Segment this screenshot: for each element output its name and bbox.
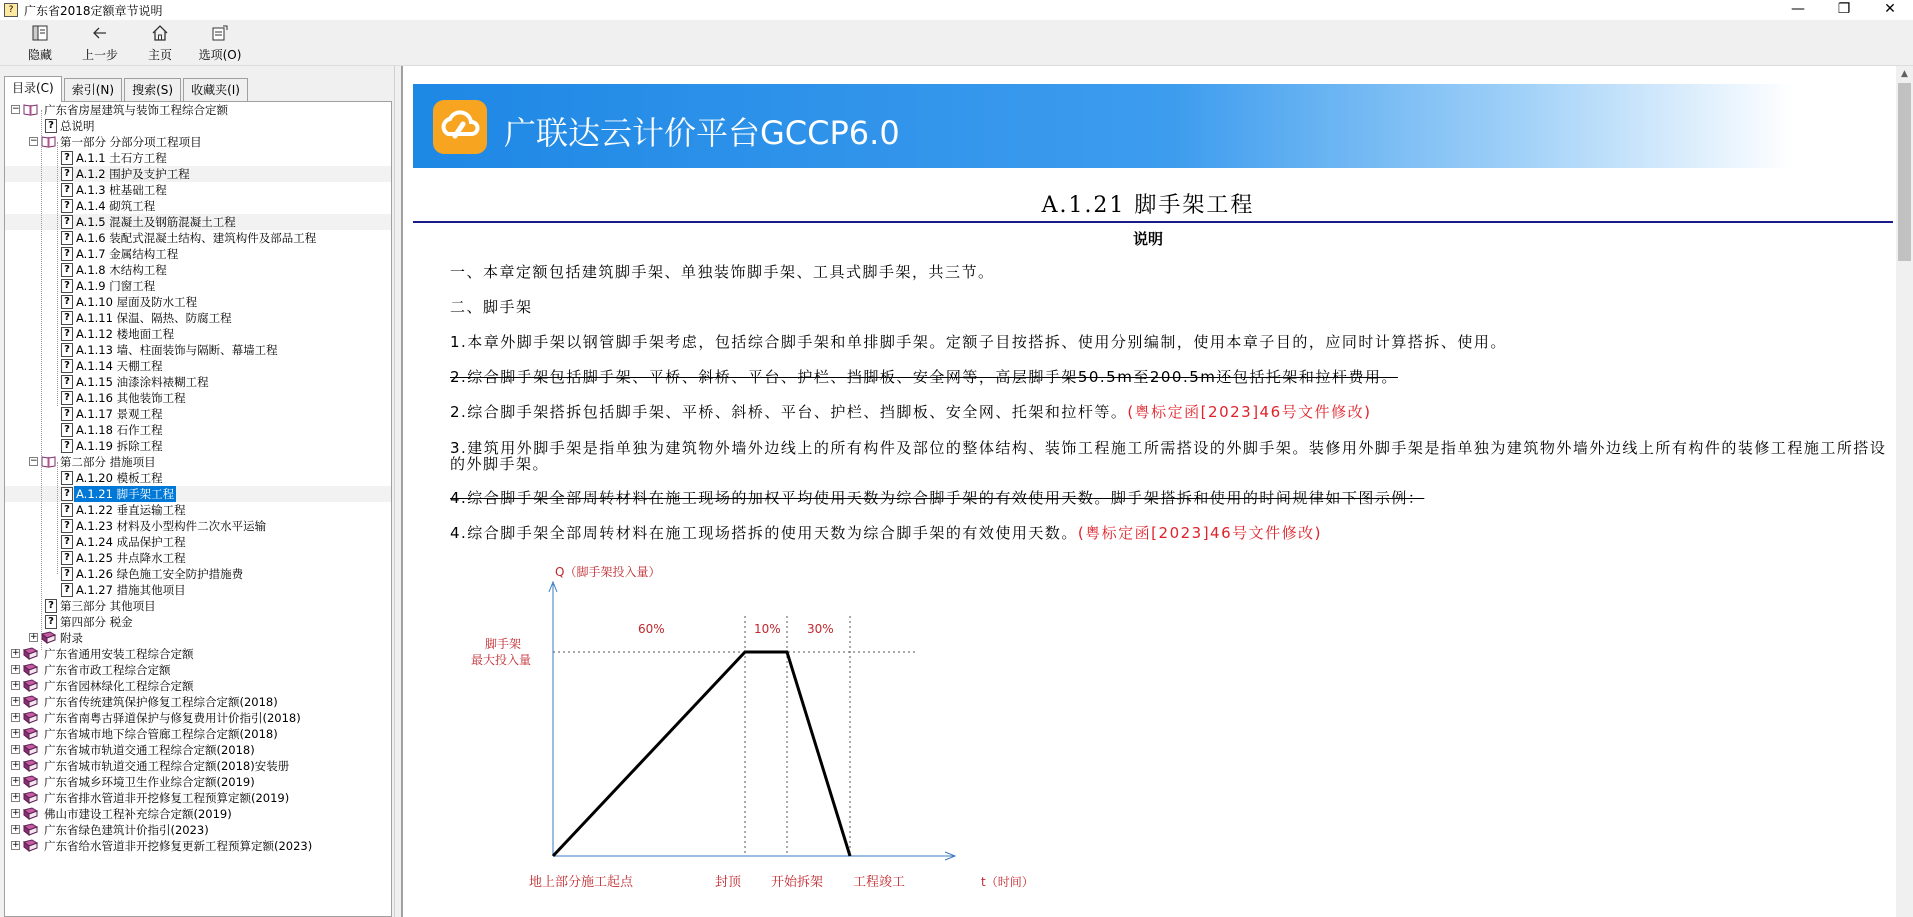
tree-item[interactable] [5,502,391,518]
help-page-icon: ? [61,151,73,165]
tree-item-label: 广东省市政工程综合定额 [44,663,171,677]
home-label: 主页 [147,47,172,62]
tree-item-label: A.1.9 门窗工程 [76,279,156,293]
closed-book-icon [23,775,38,788]
nav-tabs [4,76,250,102]
expand-icon[interactable]: + [12,664,20,674]
options-button[interactable] [190,20,250,66]
tree-item-label: 第二部分 措施项目 [60,455,156,469]
segment-label: 10% [754,622,781,636]
options-label: 选项(O) [198,47,242,62]
tree-item-label: A.1.14 天棚工程 [76,359,163,373]
revision-note: (粤标定函[2023]46号文件修改) [1127,403,1372,421]
x-axis-label: t（时间） [981,875,1034,889]
tree-item[interactable] [5,806,391,822]
tree-item-label: A.1.22 垂直运输工程 [76,503,186,517]
tree-item-label: 广东省排水管道非开挖修复工程预算定额(2019) [44,791,290,805]
tree-item[interactable] [5,486,391,502]
tree-item-label: 广东省城乡环境卫生作业综合定额(2019) [44,775,255,789]
tab-search[interactable]: 搜索(S) [124,78,181,102]
tree-item[interactable] [5,262,391,278]
closed-book-icon [23,743,38,756]
tree-item-label: A.1.11 保温、隔热、防腐工程 [76,311,232,325]
closed-book-icon [23,727,38,740]
collapse-icon[interactable]: − [12,104,20,114]
tree-item-label: 广东省绿色建筑计价指引(2023) [44,823,209,837]
help-page-icon: ? [61,215,73,229]
closed-book-icon [23,791,38,804]
scroll-up-icon[interactable]: ▲ [1901,69,1908,79]
content-pane [402,66,1913,917]
cloud-logo-icon [433,100,487,154]
paragraph: 2.综合脚手架搭拆包括脚手架、平桥、斜桥、平台、护栏、挡脚板、安全网、托架和拉杆等。(粤标定函[2023]46号文件修改) [450,403,1372,421]
tree-item[interactable] [5,374,391,390]
paragraph-struck: 4.综合脚手架全部周转材料在施工现场的加权平均使用天数为综合脚手架的有效使用天数。脚手架搭拆和使用的时间规律如下图示例： [450,489,1425,507]
pane-splitter[interactable] [394,66,402,917]
tree-item[interactable] [5,614,391,630]
home-button[interactable] [130,20,190,66]
tree-item-label: A.1.26 绿色施工安全防护措施费 [76,567,244,581]
tree-item-label: 第三部分 其他项目 [60,599,156,613]
paragraph: 3.建筑用外脚手架是指单独为建筑物外墙外边线上的所有构件及部位的整体结构、装饰工程施工所需搭设的外脚手架。装修用外脚手架是指单独为建筑物外墙外边线上所有构件的装修工程施工所搭设的外脚手架。 [450,439,1887,473]
segment-label: 30% [807,622,834,636]
x-point-label: 封顶 [715,875,742,890]
tree-item[interactable] [5,694,391,710]
tree-item[interactable] [5,390,391,406]
back-button[interactable] [70,20,130,66]
tree-item-label: A.1.18 石作工程 [76,423,163,437]
expand-icon[interactable]: + [12,712,20,722]
tree-item-label: A.1.25 井点降水工程 [76,551,186,565]
page-subtitle: 说明 [1132,230,1163,248]
expand-icon[interactable]: + [12,744,20,754]
scroll-thumb[interactable] [1898,83,1911,261]
tree-item-label: 广东省城市地下综合管廊工程综合定额(2018) [44,727,278,741]
x-point-label: 地上部分施工起点 [529,875,634,890]
tree-item-label: A.1.16 其他装饰工程 [76,391,186,405]
tree-item-label: 广东省传统建筑保护修复工程综合定额(2018) [44,695,278,709]
collapse-icon[interactable]: − [30,456,38,466]
tree-item[interactable] [5,598,391,614]
help-page-icon: ? [61,487,73,501]
tree-item[interactable] [5,758,391,774]
tree-item[interactable] [5,774,391,790]
help-page-icon: ? [45,615,57,629]
tree-item[interactable] [5,246,391,262]
title-bar [0,0,1913,20]
tree-item[interactable] [5,790,391,806]
contents-tree [4,101,392,917]
tree-item-label: A.1.21 脚手架工程 [76,487,175,501]
tree-item[interactable] [5,214,391,230]
help-book-icon: ? [4,3,18,17]
tree-guide-line [57,142,58,406]
window-controls [1775,0,1913,20]
help-page-icon: ? [45,599,57,613]
tree-item-label: A.1.23 材料及小型构件二次水平运输 [76,519,267,533]
tree-item[interactable] [5,182,391,198]
help-page-icon: ? [61,183,73,197]
paragraph: 4.综合脚手架全部周转材料在施工现场搭拆的使用天数为综合脚手架的有效使用天数。(粤标定函[2023]46号文件修改) [450,524,1322,542]
expand-icon[interactable]: + [12,776,20,786]
expand-icon[interactable]: + [12,648,20,658]
y-axis-label: Q（脚手架投入量） [555,565,661,579]
navigation-pane [0,66,402,917]
expand-icon[interactable]: + [12,808,20,818]
help-page-icon: ? [61,583,73,597]
tree-guide-line [41,110,42,650]
paragraph-struck: 2.综合脚手架包括脚手架、平桥、斜桥、平台、护栏、挡脚板、安全网等，高层脚手架50.5m至200.5m还包括托架和拉杆费用。 [450,368,1398,386]
tree-item-label: A.1.19 拆除工程 [76,439,163,453]
max-level-label-2: 最大投入量 [471,653,532,667]
tree-item[interactable] [5,118,391,134]
tree-item-label: 第四部分 税金 [60,615,133,629]
closed-book-icon [41,631,56,644]
brand-banner [413,84,1793,168]
tree-item[interactable] [5,566,391,582]
help-page-icon: ? [61,247,73,261]
tree-item[interactable] [5,294,391,310]
tree-item-label: 广东省通用安装工程综合定额 [44,647,194,661]
segment-label: 60% [638,622,665,636]
tree-item-label: 广东省城市轨道交通工程综合定额(2018) [44,743,255,757]
expand-icon[interactable]: + [12,680,20,690]
tree-item[interactable] [5,518,391,534]
paragraph: 二、脚手架 [450,298,533,316]
tab-contents[interactable]: 目录(C) [4,76,62,102]
tree-item-label: A.1.24 成品保护工程 [76,535,186,549]
tree-item[interactable] [5,710,391,726]
help-page-icon: ? [61,551,73,565]
hide-label: 隐藏 [27,47,52,62]
tree-item[interactable] [5,406,391,422]
tree-item[interactable] [5,102,391,118]
brand-name: 广联达云计价平台GCCP6.0 [504,114,900,152]
expand-icon[interactable]: + [12,728,20,738]
closed-book-icon [23,695,38,708]
closed-book-icon [23,839,38,852]
expand-icon[interactable]: + [12,696,20,706]
page-title: A.1.21 脚手架工程 [1041,193,1255,218]
help-page-icon: ? [61,423,73,437]
tree-item-label: A.1.12 楼地面工程 [76,327,175,341]
tree-item-label: A.1.10 屋面及防水工程 [76,295,198,309]
tree-item-label: 广东省园林绿化工程综合定额 [44,679,194,693]
tree-item[interactable] [5,550,391,566]
tree-item-label: A.1.15 油漆涂料裱糊工程 [76,375,209,389]
help-page-icon: ? [61,439,73,453]
tree-item-label: 广东省南粤古驿道保护与修复费用计价指引(2018) [44,711,301,725]
tree-item-label: 附录 [60,631,83,645]
help-page-icon: ? [61,343,73,357]
tree-item[interactable] [5,150,391,166]
vertical-scrollbar[interactable] [1896,66,1913,917]
help-page-icon: ? [61,167,73,181]
tab-index[interactable]: 索引(N) [64,78,122,102]
help-page-icon: ? [61,407,73,421]
tree-item[interactable] [5,678,391,694]
tree-item-label: A.1.17 景观工程 [76,407,163,421]
help-page-icon: ? [61,567,73,581]
tree-item-label: A.1.7 金属结构工程 [76,247,179,261]
tree-item-label: 佛山市建设工程补充综合定额(2019) [44,807,232,821]
tree-item[interactable] [5,230,391,246]
tree-item[interactable] [5,278,391,294]
expand-icon[interactable]: + [12,824,20,834]
expand-icon[interactable]: + [12,792,20,802]
help-page-icon: ? [61,391,73,405]
closed-book-icon [23,647,38,660]
tree-item[interactable] [5,310,391,326]
max-level-label-1: 脚手架 [485,637,522,651]
tree-item-label: 第一部分 分部分项工程项目 [60,135,202,149]
options-icon [211,24,229,46]
tree-item[interactable] [5,838,391,854]
help-page-icon: ? [61,295,73,309]
help-page-icon: ? [61,327,73,341]
help-page-icon: ? [45,119,57,133]
help-page-icon: ? [61,199,73,213]
tree-item[interactable] [5,470,391,486]
tree-item[interactable] [5,134,391,150]
tree-item[interactable] [5,630,391,646]
tree-item-label: A.1.6 装配式混凝土结构、建筑构件及部品工程 [76,231,317,245]
tree-item[interactable] [5,198,391,214]
tree-guide-line [57,462,58,574]
tree-item-label: A.1.13 墙、柱面装饰与隔断、幕墙工程 [76,343,278,357]
tree-item[interactable] [5,822,391,838]
help-page-icon: ? [61,375,73,389]
help-page-icon: ? [61,279,73,293]
expand-icon[interactable]: + [30,632,38,642]
minimize-button[interactable]: — [1791,1,1805,17]
tab-favorites[interactable]: 收藏夹(I) [183,78,248,102]
tree-item[interactable] [5,662,391,678]
tree-item-label: A.1.5 混凝土及钢筋混凝土工程 [76,215,236,229]
tree-item-label: A.1.4 砌筑工程 [76,199,156,213]
help-page-icon: ? [61,471,73,485]
tree-item-label: 总说明 [60,119,95,133]
scaffold-time-diagram [471,556,1043,891]
tree-item[interactable] [5,742,391,758]
tree-item-label: 广东省给水管道非开挖修复更新工程预算定额(2023) [44,839,313,853]
paragraph: 一、本章定额包括建筑脚手架、单独装饰脚手架、工具式脚手架，共三节。 [450,263,995,281]
tree-item[interactable] [5,582,391,598]
tree-item-label: 广东省房屋建筑与装饰工程综合定额 [44,103,228,117]
input-curve [553,652,850,856]
tree-item-label: A.1.20 模板工程 [76,471,163,485]
tree-item-label: A.1.2 围护及支护工程 [76,167,190,181]
revision-note: (粤标定函[2023]46号文件修改) [1077,524,1322,542]
expand-icon[interactable]: + [12,760,20,770]
help-page-icon: ? [61,535,73,549]
x-point-label: 工程竣工 [853,875,906,890]
help-page-icon: ? [61,263,73,277]
toolbar [0,20,1913,66]
open-book-icon [41,135,56,148]
hide-pane-icon [31,24,49,46]
tree-item[interactable] [5,342,391,358]
tree-item-label: A.1.3 桩基础工程 [76,183,167,197]
closed-book-icon [23,807,38,820]
closed-book-icon [23,679,38,692]
closed-book-icon [23,823,38,836]
tree-item[interactable] [5,726,391,742]
help-page-icon: ? [61,503,73,517]
close-button[interactable]: ✕ [1884,1,1896,17]
title-divider [413,221,1893,223]
expand-icon[interactable]: + [12,840,20,850]
help-page-icon: ? [61,311,73,325]
tree-item[interactable] [5,534,391,550]
tree-item-label: 广东省城市轨道交通工程综合定额(2018)安装册 [44,759,290,773]
restore-button[interactable]: ❐ [1837,1,1851,17]
tree-item-label: A.1.1 土石方工程 [76,151,167,165]
x-point-label: 开始拆架 [771,875,824,890]
back-label: 上一步 [81,47,118,62]
open-book-icon [23,103,38,116]
help-page-icon: ? [61,519,73,533]
tree-item[interactable] [5,358,391,374]
tree-item[interactable] [5,166,391,182]
tree-item-label: A.1.27 措施其他项目 [76,583,186,597]
help-page-icon: ? [61,231,73,245]
hide-button[interactable] [10,20,70,66]
home-icon [151,24,169,46]
tree-item[interactable] [5,646,391,662]
back-arrow-icon [91,24,109,46]
paragraph: 1.本章外脚手架以钢管脚手架考虑，包括综合脚手架和单排脚手架。定额子目按搭拆、使用分别编制，使用本章子目的，应同时计算搭拆、使用。 [450,333,1507,351]
tree-item[interactable] [5,326,391,342]
tree-item[interactable] [5,438,391,454]
tree-item[interactable] [5,454,391,470]
tree-item-label: A.1.8 木结构工程 [76,263,167,277]
help-page-icon: ? [61,359,73,373]
window-title: 广东省2018定额章节说明 [24,3,163,18]
closed-book-icon [23,663,38,676]
closed-book-icon [23,711,38,724]
open-book-icon [41,455,56,468]
closed-book-icon [23,759,38,772]
tree-item[interactable] [5,422,391,438]
collapse-icon[interactable]: − [30,136,38,146]
